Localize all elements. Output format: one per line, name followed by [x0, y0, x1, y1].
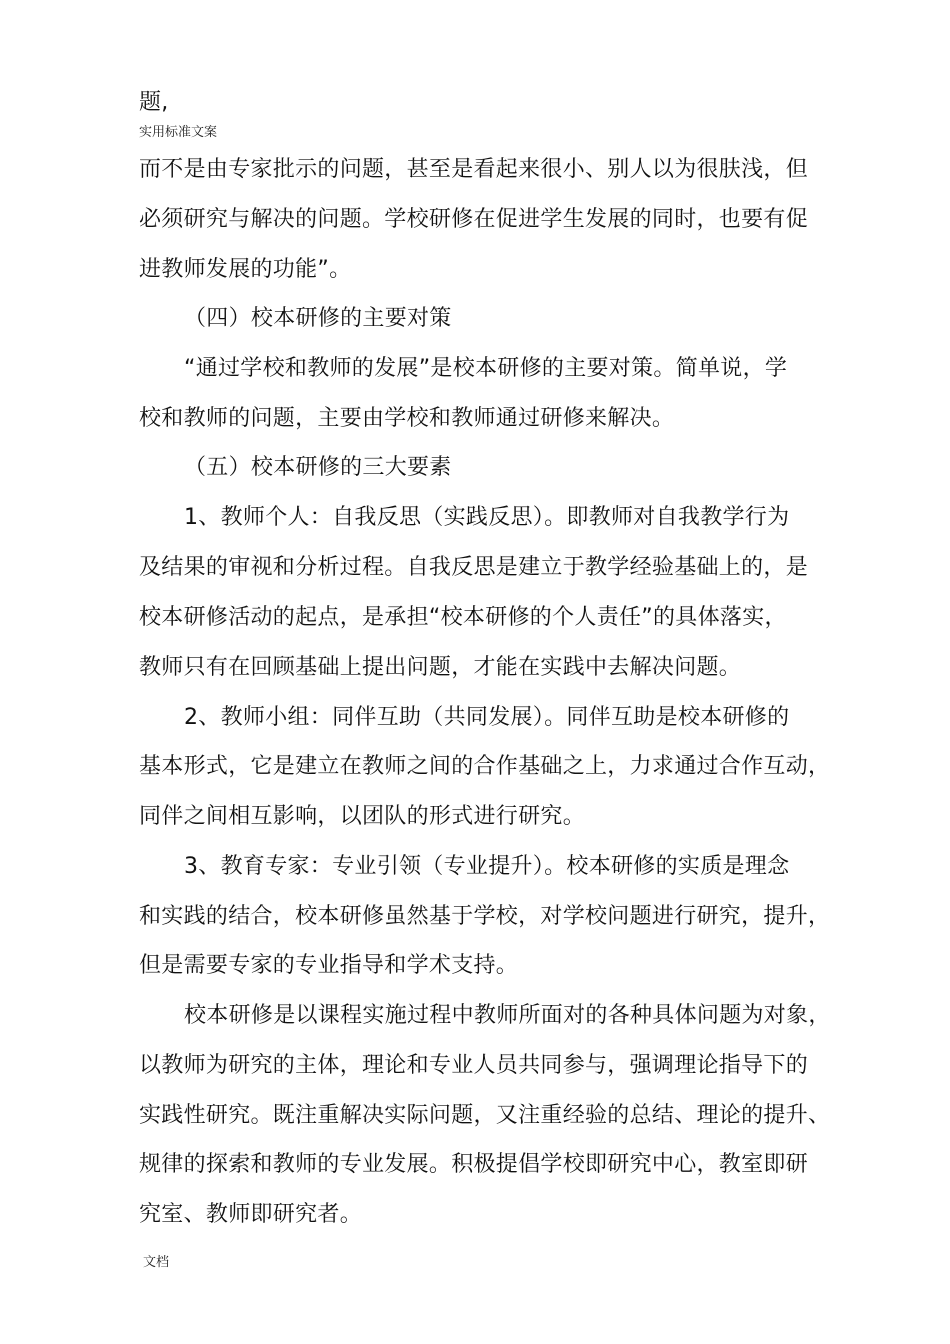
text-line-17: 和实践的结合，校本研修虽然基于学校，对学校问题进行研究，提升， [139, 904, 831, 929]
text-line-12: 教师只有在回顾基础上提出问题，才能在实践中去解决问题。 [139, 655, 742, 680]
text-line-2: 而不是由专家批示的问题，甚至是看起来很小、别人以为很肤浅，但 [139, 157, 809, 182]
section-heading-5: （五）校本研修的三大要素 [184, 455, 452, 480]
text-line-19: 校本研修是以课程实施过程中教师所面对的各种具体问题为对象， [184, 1003, 831, 1028]
text-line-14: 基本形式，它是建立在教师之间的合作基础之上，力求通过合作互动， [139, 754, 831, 779]
text-line-16: 3、教育专家：专业引领（专业提升）。校本研修的实质是理念 [184, 854, 790, 879]
text-line-23: 究室、教师即研究者。 [139, 1202, 363, 1227]
text-line-15: 同伴之间相互影响，以团队的形式进行研究。 [139, 804, 586, 829]
text-line-3: 必须研究与解决的问题。学校研修在促进学生发展的同时，也要有促 [139, 207, 809, 232]
text-line-20: 以教师为研究的主体，理论和专业人员共同参与，强调理论指导下的 [139, 1053, 809, 1078]
text-line-6: “通过学校和教师的发展”是校本研修的主要对策。简单说，学 [184, 356, 788, 381]
text-line-9: 1、教师个人：自我反思（实践反思）。即教师对自我教学行为 [184, 505, 790, 530]
text-line-7: 校和教师的问题，主要由学校和教师通过研修来解决。 [139, 406, 675, 431]
text-line-18: 但是需要专家的专业指导和学术支持。 [139, 953, 519, 978]
text-line-13: 2、教师小组：同伴互助（共同发展）。同伴互助是校本研修的 [184, 705, 790, 730]
text-line-4: 进教师发展的功能”。 [139, 257, 352, 282]
text-line-21: 实践性研究。既注重解决实际问题，又注重经验的总结、理论的提升、 [139, 1103, 831, 1128]
text-line-22: 规律的探索和教师的专业发展。积极提倡学校即研究中心，教室即研 [139, 1152, 809, 1177]
text-line-1: 题, [139, 90, 169, 115]
page-footer-label: 文档 [143, 1255, 170, 1270]
section-heading-4: （四）校本研修的主要对策 [184, 306, 452, 331]
text-line-10: 及结果的审视和分析过程。自我反思是建立于教学经验基础上的，是 [139, 555, 809, 580]
page-header-label: 实用标准文案 [139, 125, 218, 140]
text-line-11: 校本研修活动的起点，是承担“校本研修的个人责任”的具体落实， [139, 605, 787, 630]
